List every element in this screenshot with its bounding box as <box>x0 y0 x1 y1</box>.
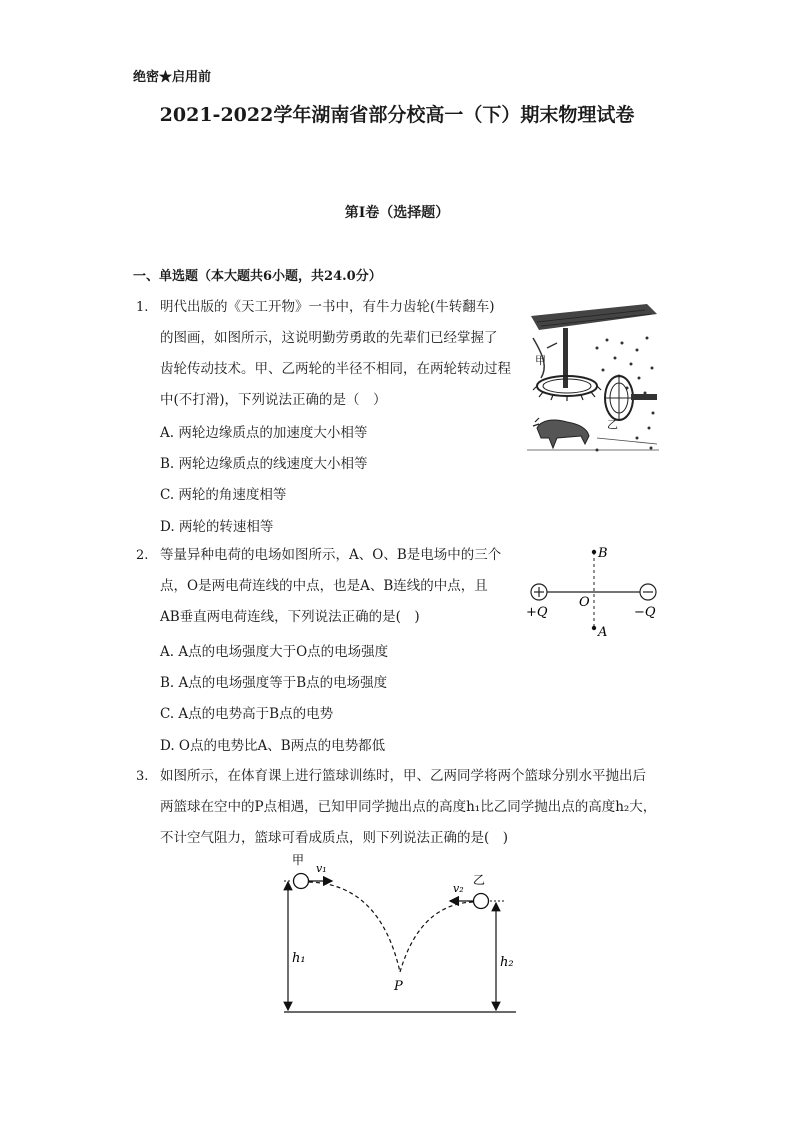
ox-gear-illustration <box>527 298 659 458</box>
option-a[interactable]: A. A点的电场强度大于O点的电场强度 <box>160 644 389 660</box>
option-b[interactable]: B. 两轮边缘质点的线速度大小相等 <box>160 456 368 472</box>
gear-yi-label: 乙 <box>607 418 618 431</box>
question-text-line: 点，O是两电荷连线的中点，也是A、B连线的中点，且 <box>160 578 488 594</box>
page-title: 2021-2022学年湖南省部分校高一（下）期末物理试卷 <box>159 104 635 126</box>
question-number: 1. <box>136 300 149 315</box>
question-text-line: 两篮球在空中的P点相遇，已知甲同学抛出点的高度h₁比乙同学抛出点的高度h₂大， <box>160 799 657 815</box>
v2-label: v₂ <box>453 882 464 895</box>
volume-heading: 第I卷（选择题） <box>344 205 450 221</box>
point-a-label: A <box>598 625 608 640</box>
charges-diagram <box>520 540 670 640</box>
question-number: 3. <box>136 769 149 784</box>
ball-jia-icon <box>294 874 309 889</box>
question-text-line: 齿轮传动技术。甲、乙两轮的半径不相同，在两轮转动过程 <box>160 361 511 377</box>
plus-q-label: +Q <box>526 605 548 620</box>
ball-yi-icon <box>474 894 489 909</box>
question-text-line: 如图所示，在体育课上进行篮球训练时，甲、乙两同学将两个篮球分别水平抛出后 <box>160 768 646 784</box>
h2-label: h₂ <box>500 955 514 970</box>
jia-label: 甲 <box>292 853 305 867</box>
confidential-mark: 绝密★启用前 <box>133 70 212 85</box>
v1-label: v₁ <box>316 862 327 875</box>
point-b-label: B <box>598 546 608 561</box>
option-b[interactable]: B. A点的电场强度等于B点的电场强度 <box>160 675 388 691</box>
question-number: 2. <box>136 548 149 563</box>
option-a[interactable]: A. 两轮边缘质点的加速度大小相等 <box>160 425 368 441</box>
option-c[interactable]: C. 两轮的角速度相等 <box>160 487 287 503</box>
projectile-diagram <box>270 848 530 1018</box>
option-c[interactable]: C. A点的电势高于B点的电势 <box>160 706 334 722</box>
question-text-line: AB垂直两电荷连线，下列说法正确的是( ) <box>160 609 420 625</box>
question-text-line: 明代出版的《天工开物》一书中，有牛力齿轮(牛转翻车) <box>160 299 495 315</box>
gear-jia-label: 甲 <box>535 354 546 367</box>
h1-label: h₁ <box>292 951 306 966</box>
question-text-line: 的图画，如图所示，这说明勤劳勇敢的先辈们已经掌握了 <box>160 330 498 346</box>
question-text-line: 中(不打滑)，下列说法正确的是（ ） <box>160 392 387 408</box>
question-text-line: 不计空气阻力，篮球可看成质点，则下列说法正确的是( ) <box>160 830 509 846</box>
point-p-label: P <box>394 979 403 994</box>
option-d[interactable]: D. 两轮的转速相等 <box>160 519 274 535</box>
point-o-label: O <box>579 595 590 610</box>
option-d[interactable]: D. O点的电势比A、B两点的电势都低 <box>160 738 386 754</box>
yi-label: 乙 <box>473 873 486 887</box>
minus-q-label: −Q <box>634 605 656 620</box>
section-heading: 一、单选题（本大题共6小题，共24.0分） <box>133 269 382 284</box>
question-text-line: 等量异种电荷的电场如图所示，A、O、B是电场中的三个 <box>160 547 502 563</box>
